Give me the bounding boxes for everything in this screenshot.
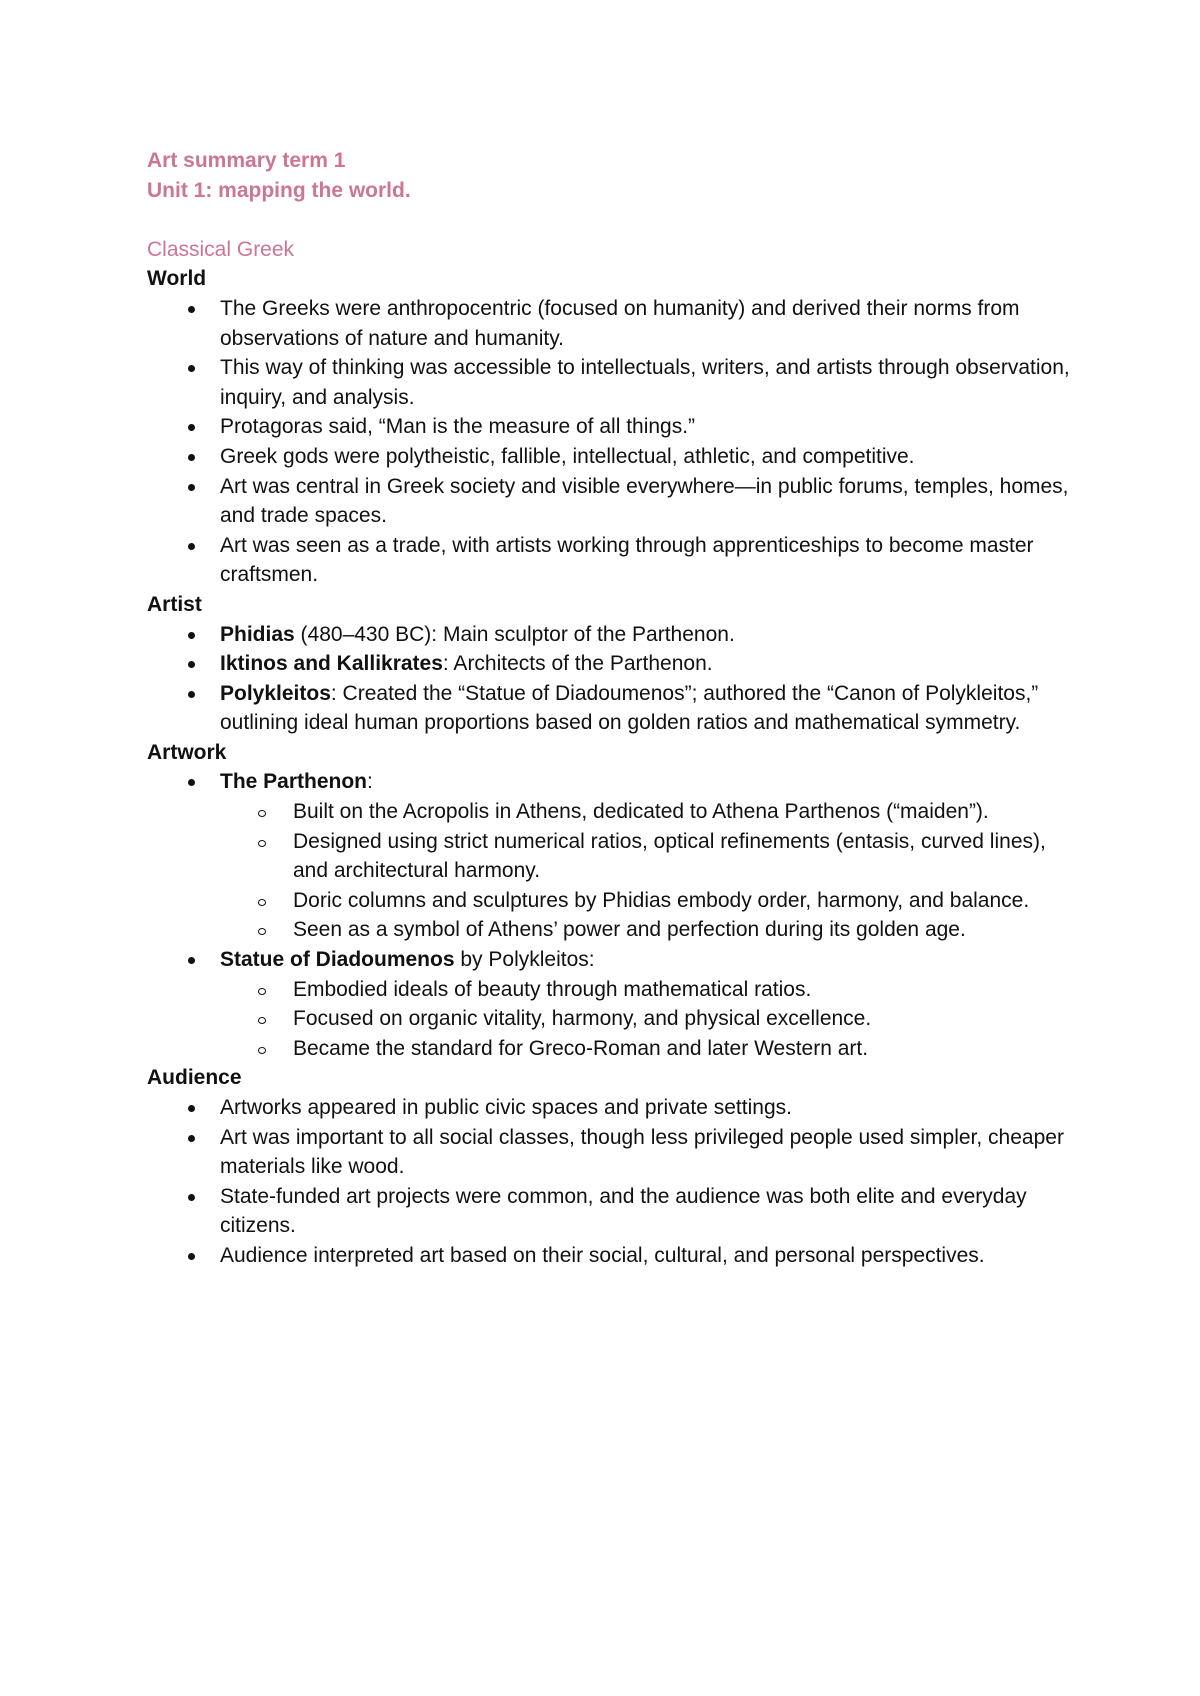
list-item-text: Audience interpreted art based on their social, cultural, and personal perspectives. bbox=[220, 1243, 985, 1267]
sublist-item bbox=[220, 1034, 1077, 1064]
sublist-item-text: Doric columns and sculptures by Phidias embody order, harmony, and balance. bbox=[293, 888, 1030, 912]
list-item bbox=[147, 649, 1077, 679]
diadoumenos-sublist bbox=[220, 975, 1077, 1064]
list-item bbox=[147, 412, 1077, 442]
bullet-icon bbox=[188, 1105, 195, 1112]
artist-heading: Artist bbox=[147, 592, 202, 616]
artist-list bbox=[147, 620, 1077, 738]
list-item bbox=[147, 294, 1077, 353]
list-item-text: : Created the “Statue of Diadoumenos”; authored the “Canon of Polykleitos,” outlining ideal human proportions based on golden ratios and mathematical symmetry. bbox=[220, 681, 1039, 735]
circle-bullet-icon bbox=[258, 899, 266, 906]
circle-bullet-icon bbox=[258, 810, 266, 817]
sublist-item bbox=[220, 915, 1077, 945]
list-item-text: Art was important to all social classes, though less privileged people used simpler, cheaper materials like wood. bbox=[220, 1125, 1064, 1179]
sublist-item-text: Designed using strict numerical ratios, optical refinements (entasis, curved lines), and architectural harmony. bbox=[293, 829, 1046, 883]
parthenon-sublist bbox=[220, 797, 1077, 945]
audience-list bbox=[147, 1093, 1077, 1271]
artwork-name: The Parthenon bbox=[220, 770, 368, 794]
list-item bbox=[147, 1241, 1077, 1271]
document-title: Art summary term 1 bbox=[147, 149, 346, 172]
bullet-icon bbox=[188, 484, 195, 491]
list-item-text: State-funded art projects were common, and the audience was both elite and everyday citizens. bbox=[220, 1184, 1027, 1238]
artwork-heading: Artwork bbox=[147, 740, 227, 764]
audience-heading: Audience bbox=[147, 1066, 242, 1090]
bullet-icon bbox=[188, 1135, 195, 1142]
section-heading: Classical Greek bbox=[147, 237, 295, 261]
list-item-text: Greek gods were polytheistic, fallible, intellectual, athletic, and competitive. bbox=[220, 444, 915, 468]
circle-bullet-icon bbox=[258, 988, 266, 995]
sublist-item-text: Embodied ideals of beauty through mathematical ratios. bbox=[293, 977, 812, 1001]
sublist-item-text: Became the standard for Greco-Roman and later Western art. bbox=[293, 1036, 869, 1060]
bullet-icon bbox=[188, 691, 195, 698]
world-list bbox=[147, 294, 1077, 590]
list-item bbox=[147, 472, 1077, 531]
sublist-item bbox=[220, 797, 1077, 827]
bullet-icon bbox=[188, 957, 195, 964]
list-item-text: Art was central in Greek society and visible everywhere—in public forums, temples, homes, and trade spaces. bbox=[220, 474, 1069, 528]
list-item-text: Protagoras said, “Man is the measure of all things.” bbox=[220, 415, 696, 439]
list-item-text: Art was seen as a trade, with artists working through apprenticeships to become master craftsmen. bbox=[220, 533, 1034, 587]
list-item bbox=[147, 353, 1077, 412]
sublist-item-text: Focused on organic vitality, harmony, and physical excellence. bbox=[293, 1007, 872, 1031]
circle-bullet-icon bbox=[258, 928, 266, 935]
unit-heading: Unit 1: mapping the world. bbox=[147, 178, 411, 202]
artwork-name: Statue of Diadoumenos bbox=[220, 948, 455, 972]
bullet-icon bbox=[188, 306, 195, 313]
bullet-icon bbox=[188, 632, 195, 639]
circle-bullet-icon bbox=[258, 840, 266, 847]
world-heading: World bbox=[147, 267, 207, 291]
list-item bbox=[147, 1182, 1077, 1241]
artist-name: Iktinos and Kallikrates bbox=[220, 652, 443, 676]
bullet-icon bbox=[188, 365, 195, 372]
list-item-text: Artworks appeared in public civic spaces and private settings. bbox=[220, 1096, 792, 1119]
list-item-text: by Polykleitos: bbox=[454, 948, 595, 972]
list-item bbox=[147, 679, 1077, 738]
bullet-icon bbox=[188, 543, 195, 550]
sublist-item bbox=[220, 975, 1077, 1005]
list-item bbox=[147, 1123, 1077, 1182]
artwork-list bbox=[147, 767, 1077, 1063]
sublist-item bbox=[220, 1004, 1077, 1034]
blank-line bbox=[147, 205, 1077, 235]
list-item-text: The Greeks were anthropocentric (focused on humanity) and derived their norms from observations of nature and humanity. bbox=[220, 296, 1020, 350]
list-item bbox=[147, 620, 1077, 650]
list-item-text: This way of thinking was accessible to intellectuals, writers, and artists through observation, inquiry, and analysis. bbox=[220, 356, 1070, 409]
bullet-icon bbox=[188, 454, 195, 461]
bullet-icon bbox=[188, 661, 195, 668]
bullet-icon bbox=[188, 424, 195, 431]
artist-name: Polykleitos bbox=[220, 681, 331, 705]
circle-bullet-icon bbox=[258, 1047, 266, 1054]
list-item-text: : bbox=[367, 770, 373, 794]
bullet-icon bbox=[188, 1253, 195, 1260]
list-item-text: : Architects of the Parthenon. bbox=[442, 652, 713, 676]
sublist-item bbox=[220, 886, 1077, 916]
bullet-icon bbox=[188, 779, 195, 786]
sublist-item bbox=[220, 827, 1077, 886]
list-item bbox=[147, 442, 1077, 472]
sublist-item-text: Built on the Acropolis in Athens, dedicated to Athena Parthenos (“maiden”). bbox=[293, 800, 989, 824]
document-body bbox=[147, 146, 1077, 1271]
list-item bbox=[147, 767, 1077, 945]
sublist-item-text: Seen as a symbol of Athens’ power and perfection during its golden age. bbox=[293, 918, 966, 942]
bullet-icon bbox=[188, 1194, 195, 1201]
circle-bullet-icon bbox=[258, 1017, 266, 1024]
artist-name: Phidias bbox=[220, 622, 295, 646]
list-item bbox=[147, 1093, 1077, 1123]
list-item bbox=[147, 531, 1077, 590]
list-item bbox=[147, 945, 1077, 1063]
list-item-text: (480–430 BC): Main sculptor of the Parthenon. bbox=[294, 622, 735, 646]
